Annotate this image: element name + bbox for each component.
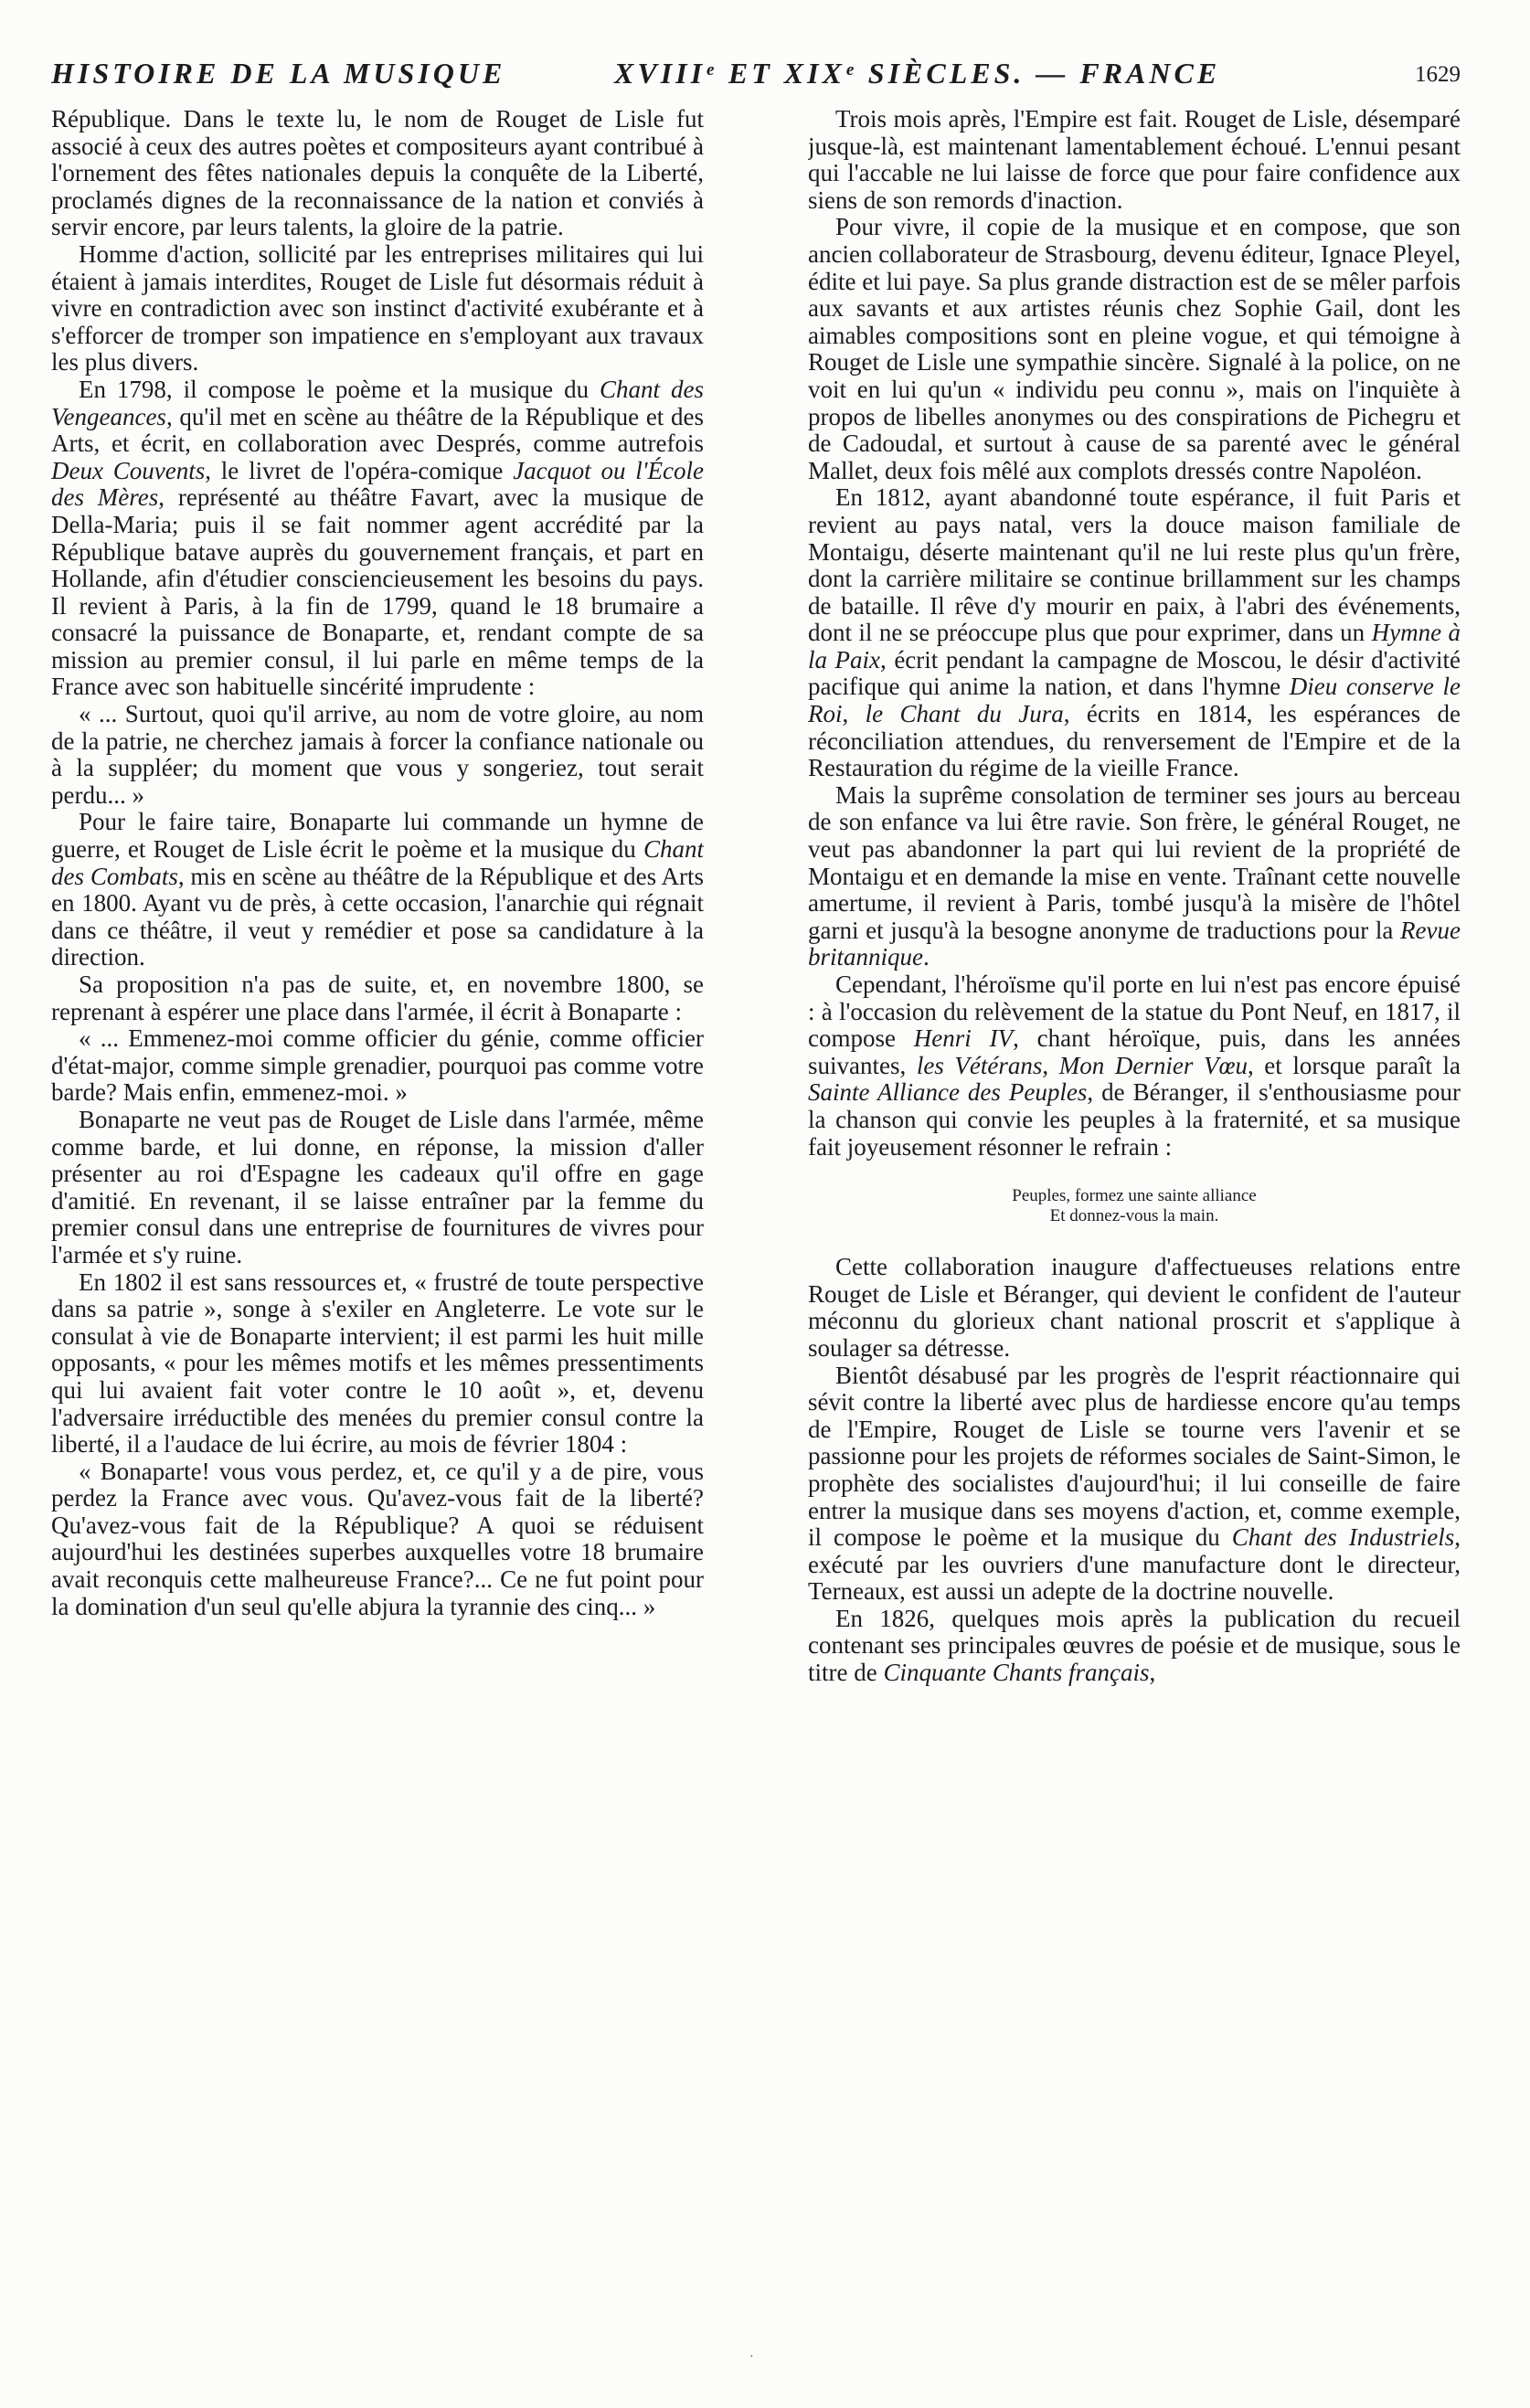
work-title: Hymne à la Paix	[808, 619, 1461, 674]
work-title: Jacquot ou l'École des Mères	[51, 456, 704, 512]
paragraph: Pour vivre, il copie de la musique et en compose, que son ancien collaborateur de Strasbourg, devenu éditeur, Ignace Pleyel, édite et lui paye. Sa plus grande distraction est de se mêler parfois aux savants et aux artistes réunis chez Sophie Gail, dont les aimables compositions sont en pleine vogue, et qui témoigne à Rouget de Lisle une sympathie sincère. Signalé à la police, on ne voit en lui qu'un « individu peu connu », mais on l'inquiète à propos de libelles anonymes ou des conspirations de Pichegru et de Cadoudal, et surtout à cause de sa parenté avec le général Mallet, deux fois mêlé aux complots dressés contre Napoléon.	[808, 213, 1461, 484]
verse-quotation	[808, 1186, 1461, 1226]
paragraph: Mais la suprême consolation de terminer ses jours au berceau de son enfance va lui être ravie. Son frère, le général Rouget, ne veut pas abandonner la part qui lui revient de la propriété de Montaigu et en demande la mise en vente. Traînant cette nouvelle amertume, il revient à Paris, tombé jusqu'à la misère de l'hôtel garni et jusqu'à la besogne anonyme de traductions pour la Revue britannique.	[808, 780, 1461, 971]
paragraph: En 1802 il est sans ressources et, « frustré de toute perspective dans sa patrie », songe à s'exiler en Angleterre. Le vote sur le consulat à vie de Bonaparte intervient; il est parmi les huit mille opposants, « pour les mêmes motifs et les mêmes pressentiments qui lui avaient fait voter contre le 10 août », et, devenu l'adversaire irréductible des menées du premier consul contre la liberté, il a l'audace de lui écrire, au mois de février 1804 :	[51, 1268, 704, 1459]
paragraph: « ... Surtout, quoi qu'il arrive, au nom de votre gloire, au nom de la patrie, ne cherchez jamais à forcer la confiance nationale ou à la suppléer; du moment que vous y songeriez, tout serait perdu... »	[51, 700, 704, 809]
left-column	[51, 106, 704, 2226]
work-title: les Vétérans	[916, 1051, 1043, 1079]
paragraph: Trois mois après, l'Empire est fait. Rouget de Lisle, désemparé jusque-là, est maintenant lamentablement échoué. L'ennui pesant qui l'accable ne lui laisse de force que pour faire confidence aux siens de son remords d'inaction.	[808, 106, 1461, 214]
work-title: Sainte Alliance des Peuples	[808, 1078, 1088, 1107]
work-title: Revue britannique	[808, 916, 1461, 971]
page-speck: ·	[749, 2350, 754, 2364]
work-title: Chant des Combats	[51, 835, 704, 890]
paragraph: Pour le faire taire, Bonaparte lui commande un hymne de guerre, et Rouget de Lisle écrit le poème et la musique du Chant des Combats, mis en scène au théâtre de la République et des Arts en 1800. Ayant vu de près, à cette occasion, l'anarchie qui régnait dans ce théâtre, il veut y remédier et pose sa candidature à la direction.	[51, 808, 704, 971]
work-title: Chant des Vengeances	[51, 375, 704, 430]
work-title: Henri IV	[913, 1024, 1014, 1053]
work-title: Cinquante Chants français	[883, 1659, 1150, 1687]
verse-line: Et donnez-vous la main.	[1049, 1206, 1219, 1226]
right-column	[808, 106, 1461, 2226]
text-columns	[51, 106, 1461, 2226]
paragraph: Bonaparte ne veut pas de Rouget de Lisle dans l'armée, même comme barde, et lui donne, en réponse, la mission d'aller présenter au roi d'Espagne les cadeaux qu'il offre en gage d'amitié. En revenant, il se laisse entraîner par la femme du premier consul dans une entreprise de fournitures de vivres pour l'armée et s'y ruine.	[51, 1105, 704, 1268]
page-number: 1629	[1415, 62, 1461, 87]
running-section: XVIIIᵉ ET XIXᵉ SIÈCLES. — FRANCE	[614, 57, 1221, 90]
work-title: Dieu conserve le Roi	[808, 673, 1461, 728]
paragraph: « Bonaparte! vous vous perdez, et, ce qu'il y a de pire, vous perdez la France avec vous. Qu'avez-vous fait de la liberté? Qu'avez-vous fait de la République? A quoi se réduisent aujourd'hui les destinées superbes auxquelles votre 18 brumaire avait reconquis cette malheureuse France?... Ce ne fut point pour la domination d'un seul qu'elle abjura la tyrannie des cinq... »	[51, 1457, 704, 1620]
work-title: Mon Dernier Vœu	[1058, 1051, 1248, 1079]
paragraph: République. Dans le texte lu, le nom de Rouget de Lisle fut associé à ceux des autres poètes et compositeurs ayant contribué à l'ornement des fêtes nationales depuis la conquête de la Liberté, proclamés dignes de la reconnaissance de la nation et conviés à servir encore, par leurs talents, la gloire de la patrie.	[51, 106, 704, 241]
paragraph: En 1812, ayant abandonné toute espérance, il fuit Paris et revient au pays natal, vers la douce maison familiale de Montaigu, déserte maintenant qu'il ne lui reste plus qu'un frère, dont la carrière militaire se continue brillamment sur les champs de bataille. Il rêve d'y mourir en paix, à l'abri des événements, dont il ne se préoccupe plus que pour exprimer, dans un Hymne à la Paix, écrit pendant la campagne de Moscou, le désir d'activité pacifique qui anime la nation, et dans l'hymne Dieu conserve le Roi, le Chant du Jura, écrits en 1814, les espérances de réconciliation attendues, du renversement de l'Empire et de la Restauration du régime de la vieille France.	[808, 483, 1461, 782]
work-title: le Chant du Jura	[865, 700, 1064, 728]
paragraph: « ... Emmenez-moi comme officier du génie, comme officier d'état-major, comme simple grenadier, pourquoi pas comme votre barde? Mais enfin, emmenez-moi. »	[51, 1024, 704, 1107]
running-title: HISTOIRE DE LA MUSIQUE	[51, 57, 506, 90]
verse-line: Peuples, formez une sainte alliance	[1012, 1186, 1257, 1206]
running-header	[51, 57, 1461, 99]
paragraph: Sa proposition n'a pas de suite, et, en novembre 1800, se reprenant à espérer une place dans l'armée, il écrit à Bonaparte :	[51, 971, 704, 1025]
paragraph: Homme d'action, sollicité par les entreprises militaires qui lui étaient à jamais interdites, Rouget de Lisle fut désormais réduit à vivre en contradiction avec son instinct d'activité exubérante et à s'efforcer de tromper son impatience en s'employant aux travaux les plus divers.	[51, 239, 704, 377]
paragraph: En 1826, quelques mois après la publication du recueil contenant ses principales œuvres de poésie et de musique, sous le titre de Cinquante Chants français,	[808, 1604, 1461, 1687]
work-title: Chant des Industriels	[1231, 1523, 1455, 1552]
paragraph: Cette collaboration inaugure d'affectueuses relations entre Rouget de Lisle et Béranger, qui devient le confident de l'auteur méconnu du glorieux chant national proscrit et s'applique à soulager sa détresse.	[808, 1253, 1461, 1362]
paragraph: En 1798, il compose le poème et la musique du Chant des Vengeances, qu'il met en scène au théâtre de la République et des Arts, et écrit, en collaboration avec Després, comme autrefois Deux Couvents, le livret de l'opéra-comique Jacquot ou l'École des Mères, représenté au théâtre Favart, avec la musique de Della-Maria; puis il se fait nommer agent accrédité par la République batave auprès du gouvernement français, et part en Hollande, afin d'étudier consciencieusement les besoins du pays. Il revient à Paris, à la fin de 1799, quand le 18 brumaire a consacré la puissance de Bonaparte, et, rendant compte de sa mission au premier consul, il lui parle en même temps de la France avec son habituelle sincérité imprudente :	[51, 375, 704, 701]
paragraph: Bientôt désabusé par les progrès de l'esprit réactionnaire qui sévit contre la liberté avec plus de hardiesse encore qu'au temps de l'Empire, Rouget de Lisle se tourne vers l'avenir et se passionne pour les projets de réformes sociales de Saint-Simon, le prophète des socialistes d'aujourd'hui; il lui conseille de faire entrer la musique dans ses moyens d'action, et, comme exemple, il compose le poème et la musique du Chant des Industriels, exécuté par les ouvriers d'une manufacture dont le directeur, Terneaux, est aussi un adepte de la doctrine nouvelle.	[808, 1361, 1461, 1606]
paragraph: Cependant, l'héroïsme qu'il porte en lui n'est pas encore épuisé : à l'occasion du relèvement de la statue du Pont Neuf, en 1817, il compose Henri IV, chant héroïque, puis, dans les années suivantes, les Vétérans, Mon Dernier Vœu, et lorsque paraît la Sainte Alliance des Peuples, de Béranger, il s'enthousiasme pour la chanson qui convie les peuples à la fraternité, et sa musique fait joyeusement résonner le refrain :	[808, 971, 1461, 1161]
work-title: Deux Couvents	[51, 456, 206, 484]
